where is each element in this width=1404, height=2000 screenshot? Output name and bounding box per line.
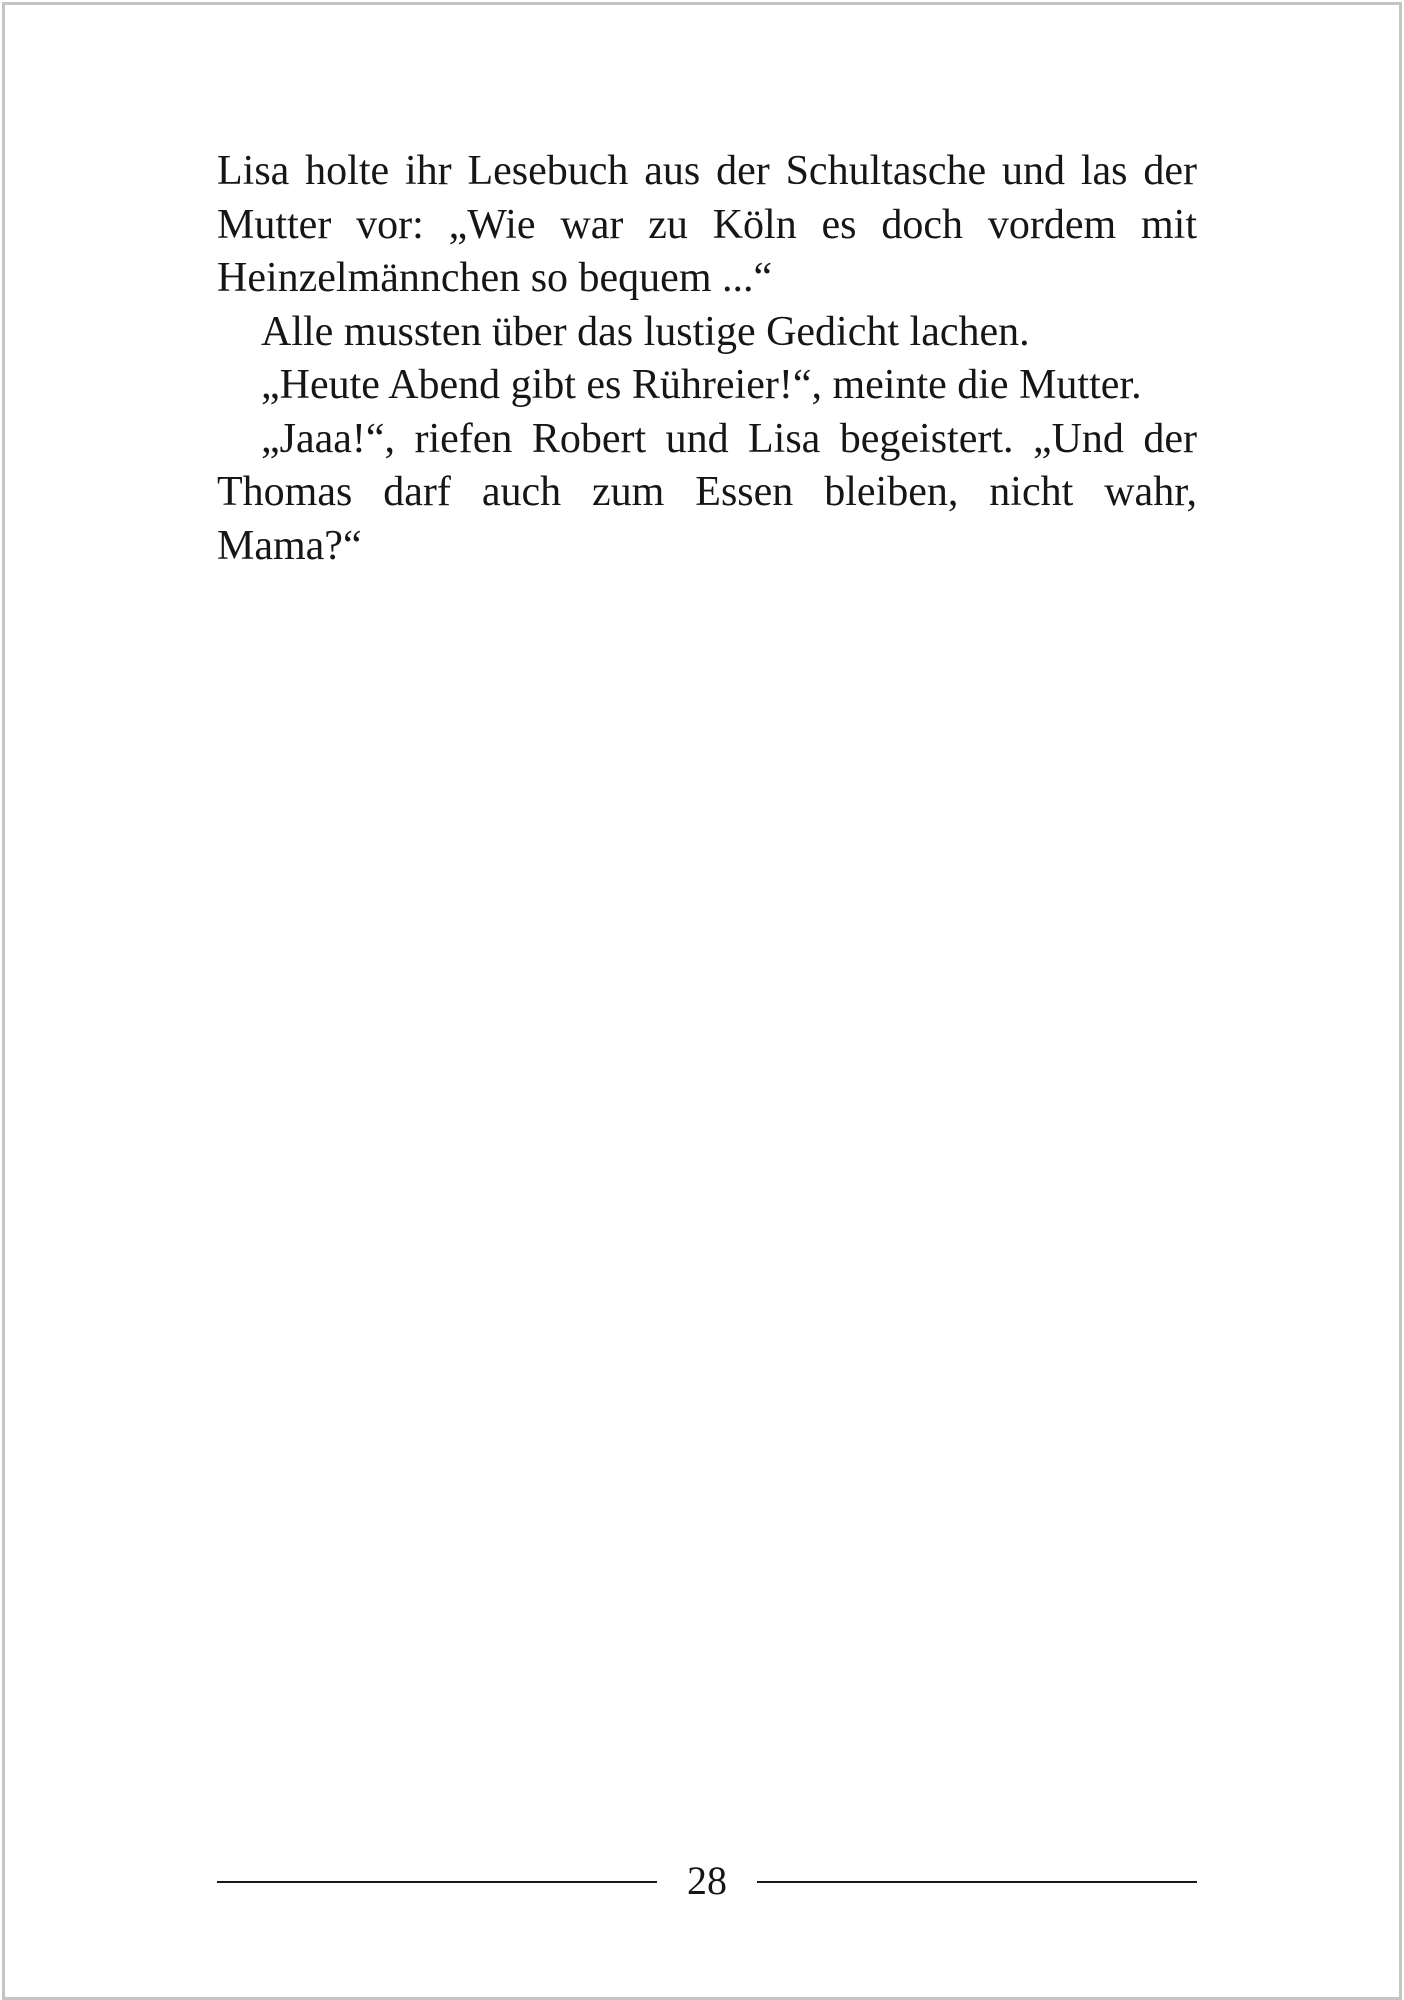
paragraph-1: Lisa holte ihr Lesebuch aus der Schultasche und las der Mutter vor: „Wie war zu Köln es doch vordem mit Heinzelmännchen so bequem ...“	[217, 148, 1197, 301]
paragraph-2: Alle mussten über das lustige Gedicht lachen.	[261, 308, 1030, 355]
paragraph-4: „Jaaa!“, riefen Robert und Lisa begeistert. „Und der Thomas darf auch zum Essen bleiben, nicht wahr, Mama?“	[217, 415, 1197, 569]
page-frame	[2, 2, 1402, 2000]
paragraph-3: „Heute Abend gibt es Rühreier!“, meinte die Mutter.	[261, 362, 1142, 408]
footer-rule-left	[217, 1881, 657, 1883]
page-footer	[217, 1851, 1197, 1911]
page-body-text	[217, 145, 1197, 573]
page-number: 28	[687, 1858, 727, 1903]
footer-rule-right	[757, 1881, 1197, 1883]
